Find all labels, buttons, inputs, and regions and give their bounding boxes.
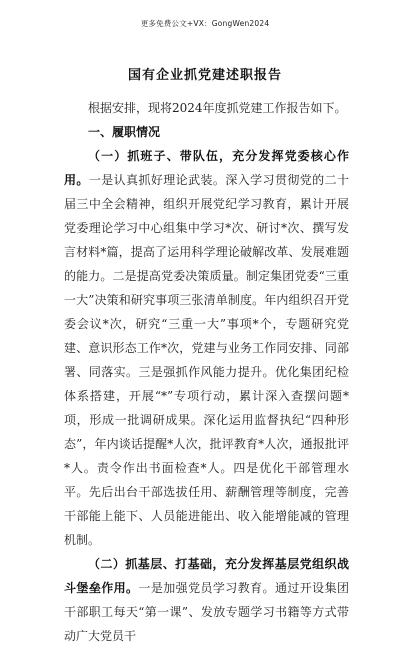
document-title: 国有企业抓党建述职报告 xyxy=(127,68,282,83)
paragraph-1 xyxy=(64,144,349,552)
header-note: 更多免费公文+VX：GongWen2024 xyxy=(140,19,270,28)
document-body xyxy=(64,96,349,648)
section-heading-1: 一、履职情况 xyxy=(88,125,161,139)
intro-paragraph: 根据安排，现将2024年度抓党建工作报告如下。 xyxy=(88,101,347,115)
paragraph-1-lead: （一）抓班子、带队伍，充分发挥党委核心作用。 xyxy=(64,149,349,187)
paragraph-1-body: 一是认真抓好理论武装。深入学习贯彻党的二十届三中全会精神，组织开展党纪学习教育，累计开展党委理论学习中心组集中学习*次、研讨*次、撰写发言材料*篇，提高了运用科学理论破解改革、发展难题的能力。二是提高党委决策质量。制定集团党委“三重一大”决策和研究事项三张清单制度。年内组织召开党委会议*次，研究“三重一大”事项*个，专题研究党建、意识形态工作*次，党建与业务工作同安排、同部署、同落实。三是强抓作风能力提升。优化集团纪检体系搭建，开展“*”专项行动，累计深入查摆问题*项，形成一批调研成果。深化运用监督执纪“四种形态”，年内谈话提醒*人次，批评教育*人次，通报批评*人。责令作出书面检查*人。四是优化干部管理水平。先后出台干部选拔任用、薪酬管理等制度，完善干部能上能下、人员能进能出、收入能增能减的管理机制。 xyxy=(64,173,349,547)
paragraph-2-body: 一是加强党员学习教育。通过开设集团干部职工每天“第一课”、发放专题学习书籍等方式带动广大党员干 xyxy=(64,581,349,643)
paragraph-2-lead: （二）抓基层、打基础，充分发挥基层党组织战斗堡垒作用。 xyxy=(64,557,349,595)
paragraph-2 xyxy=(64,552,349,648)
